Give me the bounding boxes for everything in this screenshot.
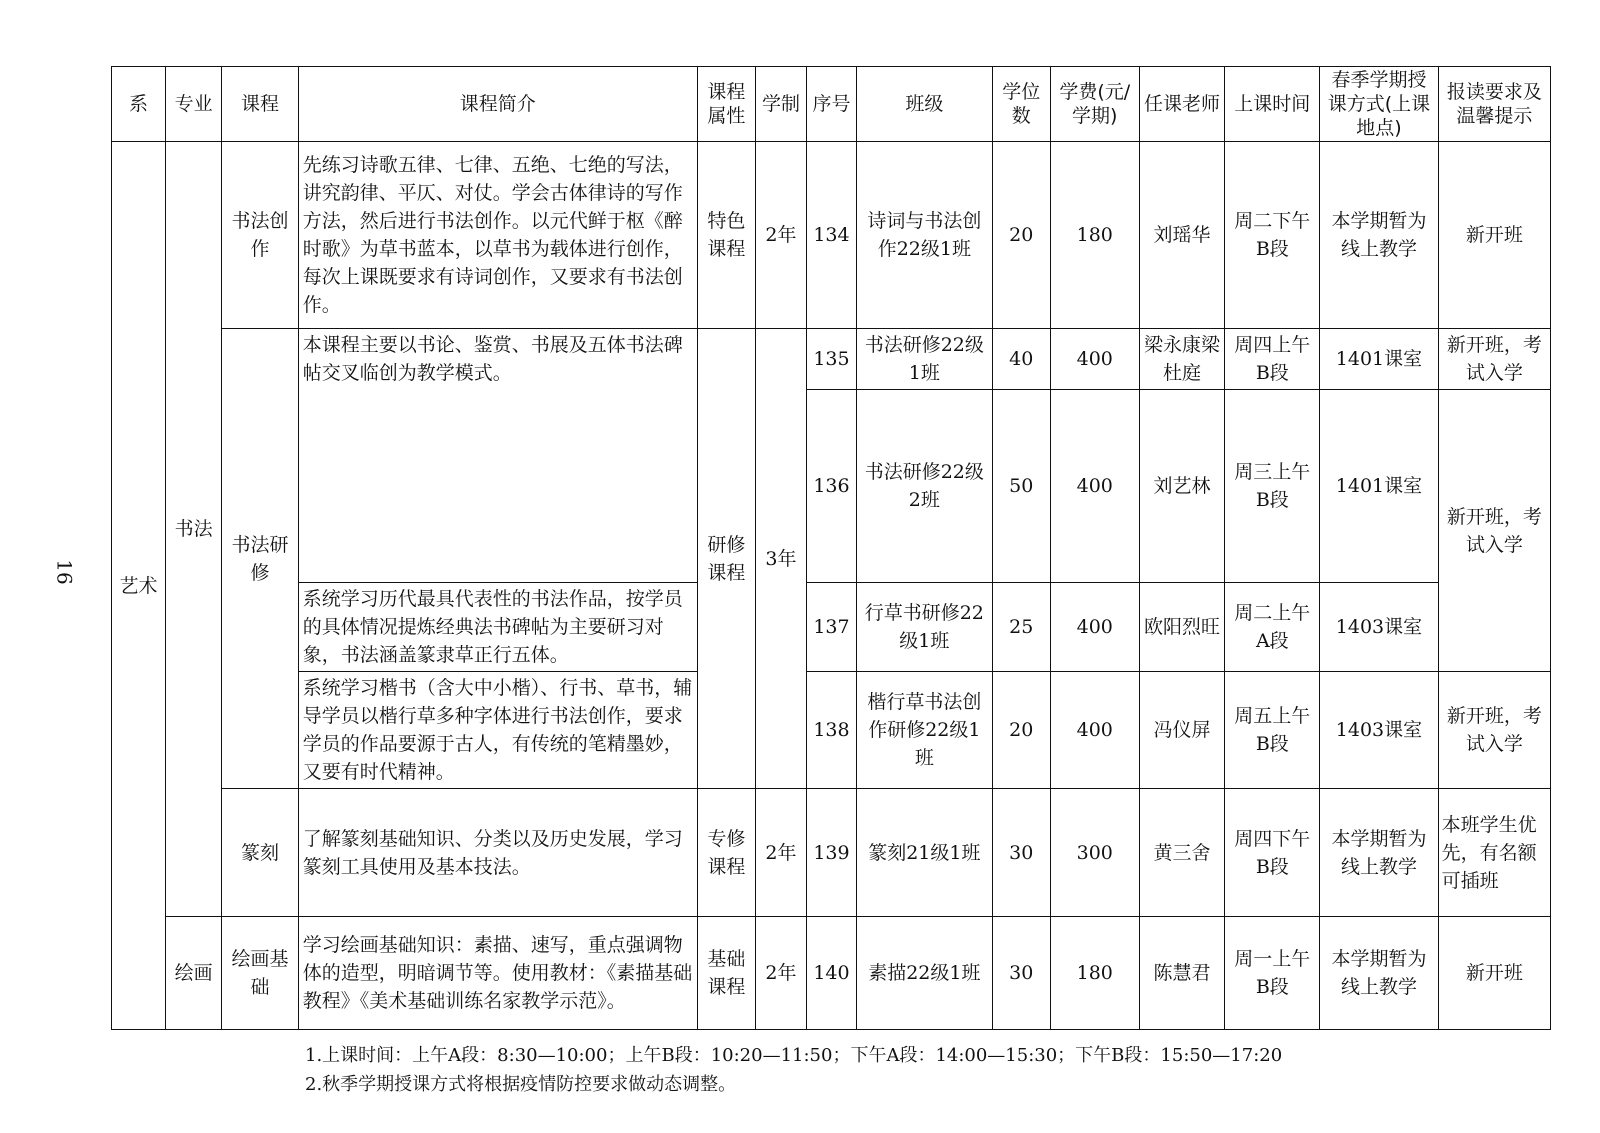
dept-cell: 艺术 xyxy=(112,142,166,1030)
fee-cell: 400 xyxy=(1050,583,1139,672)
footnote-autumn-mode: 2.秋季学期授课方式将根据疫情防控要求做动态调整。 xyxy=(305,1074,737,1095)
tip-cell: 新开班，考试入学 xyxy=(1438,329,1550,390)
header-notes: 报读要求及温馨提示 xyxy=(1438,67,1550,142)
attr-cell: 基础课程 xyxy=(697,917,755,1030)
class-cell: 诗词与书法创作22级1班 xyxy=(856,142,992,329)
seq-cell: 135 xyxy=(806,329,856,390)
intro-cell: 系统学习楷书（含大中小楷）、行书、草书，辅导学员以楷行草多种字体进行书法创作，要求学员的作品要源于古人，有传统的笔精墨妙，又要有时代精神。 xyxy=(298,672,697,789)
seats-cell: 20 xyxy=(992,142,1050,329)
major-cell: 书法 xyxy=(166,142,222,917)
header-years: 学制 xyxy=(755,67,806,142)
table-row xyxy=(112,789,1551,917)
attr-cell: 特色课程 xyxy=(697,142,755,329)
class-cell: 楷行草书法创作研修22级1班 xyxy=(856,672,992,789)
mode-cell: 1403课室 xyxy=(1320,583,1438,672)
page-number: 16 xyxy=(52,559,77,585)
years-cell: 3年 xyxy=(755,329,806,789)
class-cell: 书法研修22级2班 xyxy=(856,390,992,583)
seq-cell: 138 xyxy=(806,672,856,789)
seats-cell: 30 xyxy=(992,789,1050,917)
fee-cell: 180 xyxy=(1050,917,1139,1030)
seats-cell: 20 xyxy=(992,672,1050,789)
footnotes xyxy=(305,1041,1282,1099)
intro-cell: 本课程主要以书论、鉴赏、书展及五体书法碑帖交叉临创为教学模式。 xyxy=(298,329,697,583)
header-fee: 学费(元/学期) xyxy=(1050,67,1139,142)
years-cell: 2年 xyxy=(755,789,806,917)
time-cell: 周四下午B段 xyxy=(1225,789,1320,917)
fee-cell: 300 xyxy=(1050,789,1139,917)
fee-cell: 400 xyxy=(1050,672,1139,789)
tip-cell: 新开班，考试入学 xyxy=(1438,390,1550,672)
table-row xyxy=(112,329,1551,390)
table-header-row xyxy=(112,67,1551,142)
header-time: 上课时间 xyxy=(1225,67,1320,142)
seats-cell: 50 xyxy=(992,390,1050,583)
teacher-cell: 梁永康梁杜庭 xyxy=(1139,329,1225,390)
seq-cell: 140 xyxy=(806,917,856,1030)
teacher-cell: 刘瑶华 xyxy=(1139,142,1225,329)
time-cell: 周三上午B段 xyxy=(1225,390,1320,583)
teacher-cell: 黄三舍 xyxy=(1139,789,1225,917)
seq-cell: 137 xyxy=(806,583,856,672)
time-cell: 周二下午B段 xyxy=(1225,142,1320,329)
course-cell: 绘画基础 xyxy=(222,917,299,1030)
mode-cell: 本学期暂为线上教学 xyxy=(1320,917,1438,1030)
mode-cell: 1401课室 xyxy=(1320,329,1438,390)
teacher-cell: 陈慧君 xyxy=(1139,917,1225,1030)
table-row xyxy=(112,583,1551,672)
mode-cell: 本学期暂为线上教学 xyxy=(1320,789,1438,917)
years-cell: 2年 xyxy=(755,142,806,329)
intro-cell: 先练习诗歌五律、七律、五绝、七绝的写法，讲究韵律、平仄、对仗。学会古体律诗的写作方法，然后进行书法创作。以元代鲜于枢《醉时歌》为草书蓝本，以草书为载体进行创作，每次上课既要求有诗词创作，又要求有书法创作。 xyxy=(298,142,697,329)
seq-cell: 139 xyxy=(806,789,856,917)
table-row xyxy=(112,142,1551,329)
header-seq: 序号 xyxy=(806,67,856,142)
seq-cell: 134 xyxy=(806,142,856,329)
seats-cell: 30 xyxy=(992,917,1050,1030)
course-table xyxy=(111,66,1551,1030)
fee-cell: 180 xyxy=(1050,142,1139,329)
seats-cell: 40 xyxy=(992,329,1050,390)
tip-cell: 本班学生优先，有名额可插班 xyxy=(1438,789,1550,917)
mode-cell: 1403课室 xyxy=(1320,672,1438,789)
header-teacher: 任课老师 xyxy=(1139,67,1225,142)
header-class: 班级 xyxy=(856,67,992,142)
table-row xyxy=(112,672,1551,789)
header-attr: 课程属性 xyxy=(697,67,755,142)
teacher-cell: 欧阳烈旺 xyxy=(1139,583,1225,672)
class-cell: 篆刻21级1班 xyxy=(856,789,992,917)
tip-cell: 新开班 xyxy=(1438,917,1550,1030)
header-major: 专业 xyxy=(166,67,222,142)
time-cell: 周四上午B段 xyxy=(1225,329,1320,390)
table-row xyxy=(112,917,1551,1030)
years-cell: 2年 xyxy=(755,917,806,1030)
mode-cell: 本学期暂为线上教学 xyxy=(1320,142,1438,329)
header-course: 课程 xyxy=(222,67,299,142)
teacher-cell: 刘艺林 xyxy=(1139,390,1225,583)
header-dept: 系 xyxy=(112,67,166,142)
tip-cell: 新开班，考试入学 xyxy=(1438,672,1550,789)
seats-cell: 25 xyxy=(992,583,1050,672)
fee-cell: 400 xyxy=(1050,390,1139,583)
course-cell: 书法创作 xyxy=(222,142,299,329)
attr-cell: 专修课程 xyxy=(697,789,755,917)
footnote-time-slots: 1.上课时间：上午A段：8:30—10:00；上午B段：10:20—11:50；下午A段：14:00—15:30；下午B段：15:50—17:20 xyxy=(305,1045,1283,1066)
header-seats: 学位数 xyxy=(992,67,1050,142)
tip-cell: 新开班 xyxy=(1438,142,1550,329)
class-cell: 书法研修22级1班 xyxy=(856,329,992,390)
class-cell: 行草书研修22级1班 xyxy=(856,583,992,672)
seq-cell: 136 xyxy=(806,390,856,583)
course-cell: 书法研修 xyxy=(222,329,299,789)
attr-cell: 研修课程 xyxy=(697,329,755,789)
fee-cell: 400 xyxy=(1050,329,1139,390)
course-cell: 篆刻 xyxy=(222,789,299,917)
intro-cell: 学习绘画基础知识：素描、速写，重点强调物体的造型，明暗调节等。使用教材：《素描基础教程》《美术基础训练名家教学示范》。 xyxy=(298,917,697,1030)
time-cell: 周一上午B段 xyxy=(1225,917,1320,1030)
intro-cell: 了解篆刻基础知识、分类以及历史发展，学习篆刻工具使用及基本技法。 xyxy=(298,789,697,917)
intro-cell: 系统学习历代最具代表性的书法作品，按学员的具体情况提炼经典法书碑帖为主要研习对象，书法涵盖篆隶草正行五体。 xyxy=(298,583,697,672)
mode-cell: 1401课室 xyxy=(1320,390,1438,583)
time-cell: 周二上午A段 xyxy=(1225,583,1320,672)
header-mode: 春季学期授课方式(上课地点) xyxy=(1320,67,1438,142)
major-cell: 绘画 xyxy=(166,917,222,1030)
time-cell: 周五上午B段 xyxy=(1225,672,1320,789)
teacher-cell: 冯仪屏 xyxy=(1139,672,1225,789)
header-intro: 课程简介 xyxy=(298,67,697,142)
class-cell: 素描22级1班 xyxy=(856,917,992,1030)
